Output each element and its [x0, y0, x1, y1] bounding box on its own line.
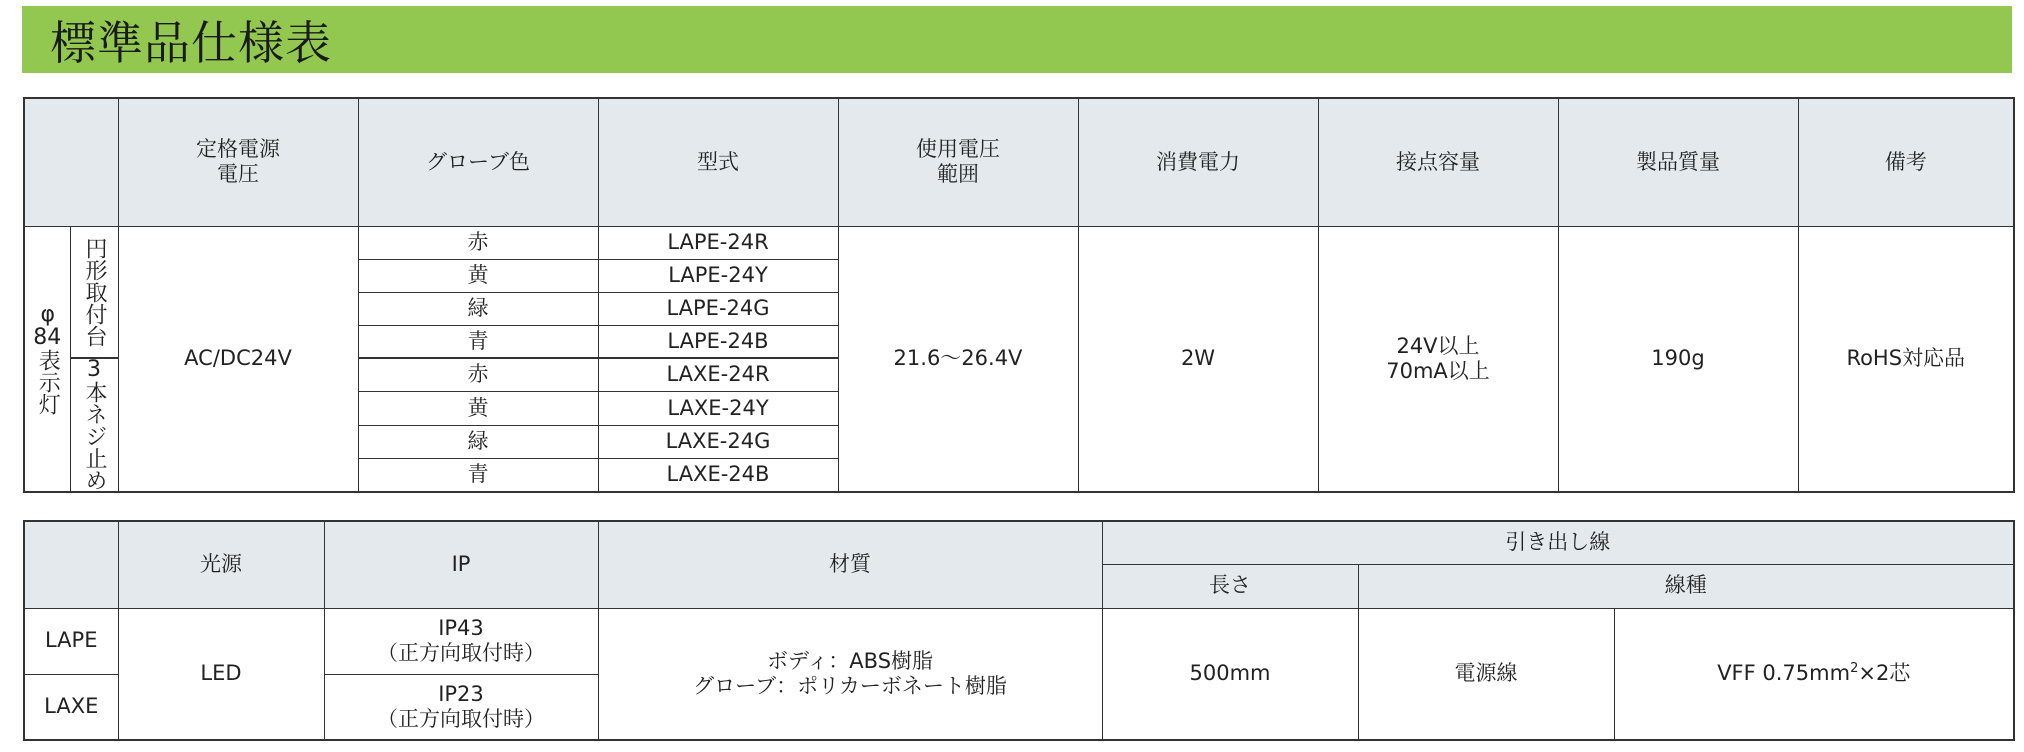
table2-corner-cell [24, 521, 118, 608]
globe-color: 赤 [358, 226, 598, 259]
header-rated-voltage-l2: 電圧 [217, 162, 259, 187]
model: LAXE-24Y [598, 392, 838, 426]
sub-group-cell-2 [70, 358, 118, 492]
contact-capacity-l2: 70mA以上 [1386, 358, 1490, 383]
material-globe: グローブ：ポリカーボネート樹脂 [693, 673, 1007, 698]
header-rated-voltage [118, 98, 358, 226]
table-row [24, 226, 2014, 259]
header-lead-wire: 引き出し線 [1102, 521, 2014, 564]
globe-color: 黄 [358, 259, 598, 292]
header-voltage-range [838, 98, 1078, 226]
light-source-cell: LED [118, 608, 324, 740]
row-group-cell [24, 226, 70, 492]
header-weight: 製品質量 [1558, 98, 1798, 226]
header-light-source: 光源 [118, 521, 324, 608]
model: LAPE-24Y [598, 259, 838, 292]
ip-cell-lape [324, 608, 598, 674]
header-ip: IP [324, 521, 598, 608]
globe-color: 緑 [358, 292, 598, 325]
voltage-range-cell: 21.6～26.4V [838, 226, 1078, 492]
model: LAXE-24R [598, 358, 838, 392]
header-model: 型式 [598, 98, 838, 226]
model: LAPE-24B [598, 325, 838, 358]
header-wire-type: 線種 [1358, 564, 2014, 608]
header-rated-voltage-l1: 定格電源 [196, 137, 280, 162]
header-voltage-range-l2: 範囲 [937, 162, 979, 187]
row-name-lape: LAPE [24, 608, 118, 674]
globe-color: 黄 [358, 392, 598, 426]
header-voltage-range-l1: 使用電圧 [916, 137, 1000, 162]
material-body: ボディ：ABS樹脂 [766, 648, 934, 673]
weight-cell: 190g [1558, 226, 1798, 492]
header-contact-capacity: 接点容量 [1318, 98, 1558, 226]
globe-color: 緑 [358, 425, 598, 459]
header-globe-color: グローブ色 [358, 98, 598, 226]
table2-header-row-1 [24, 521, 2014, 564]
model: LAXE-24G [598, 425, 838, 459]
rated-voltage-cell: AC/DC24V [118, 226, 358, 492]
wire-spec-sup: 2 [1850, 661, 1859, 677]
table1-corner-cell [24, 98, 118, 226]
ip-note-lape: （正方向取付時） [377, 641, 545, 665]
header-remarks: 備考 [1798, 98, 2014, 226]
sub-group-label-2: 3本ネジ止め [82, 357, 107, 491]
page-title: 標準品仕様表 [50, 15, 332, 70]
ip-value-laxe: IP23 [438, 681, 484, 706]
wire-spec-cell [1614, 608, 2014, 740]
model: LAPE-24G [598, 292, 838, 325]
model: LAXE-24B [598, 459, 838, 493]
row-name-laxe: LAXE [24, 674, 118, 740]
globe-color: 青 [358, 459, 598, 493]
ip-cell-laxe [324, 674, 598, 740]
header-material: 材質 [598, 521, 1102, 608]
wire-spec-suffix: ×2芯 [1858, 661, 1911, 686]
model: LAPE-24R [598, 226, 838, 259]
title-bar [22, 6, 2012, 73]
wire-spec-prefix: VFF 0.75mm [1717, 661, 1851, 686]
material-cell [598, 608, 1102, 740]
table1-header-row [24, 98, 2014, 226]
ip-value-lape: IP43 [438, 615, 484, 640]
globe-color: 赤 [358, 358, 598, 392]
wire-name-cell: 電源線 [1358, 608, 1614, 740]
spec-table-2 [23, 520, 2015, 741]
sub-group-cell-1 [70, 226, 118, 358]
power-cell: 2W [1078, 226, 1318, 492]
remarks-cell: RoHS対応品 [1798, 226, 2014, 492]
header-power: 消費電力 [1078, 98, 1318, 226]
table-row [24, 608, 2014, 674]
spec-table-1 [23, 97, 2015, 493]
contact-capacity-cell [1318, 226, 1558, 492]
globe-color: 青 [358, 325, 598, 358]
row-group-label: φ84表示灯 [33, 302, 62, 416]
ip-note-laxe: （正方向取付時） [377, 706, 545, 731]
length-cell: 500mm [1102, 608, 1358, 740]
header-length: 長さ [1102, 564, 1358, 608]
contact-capacity-l1: 24V以上 [1396, 333, 1480, 358]
sub-group-label-1: 円形取付台 [82, 236, 107, 347]
